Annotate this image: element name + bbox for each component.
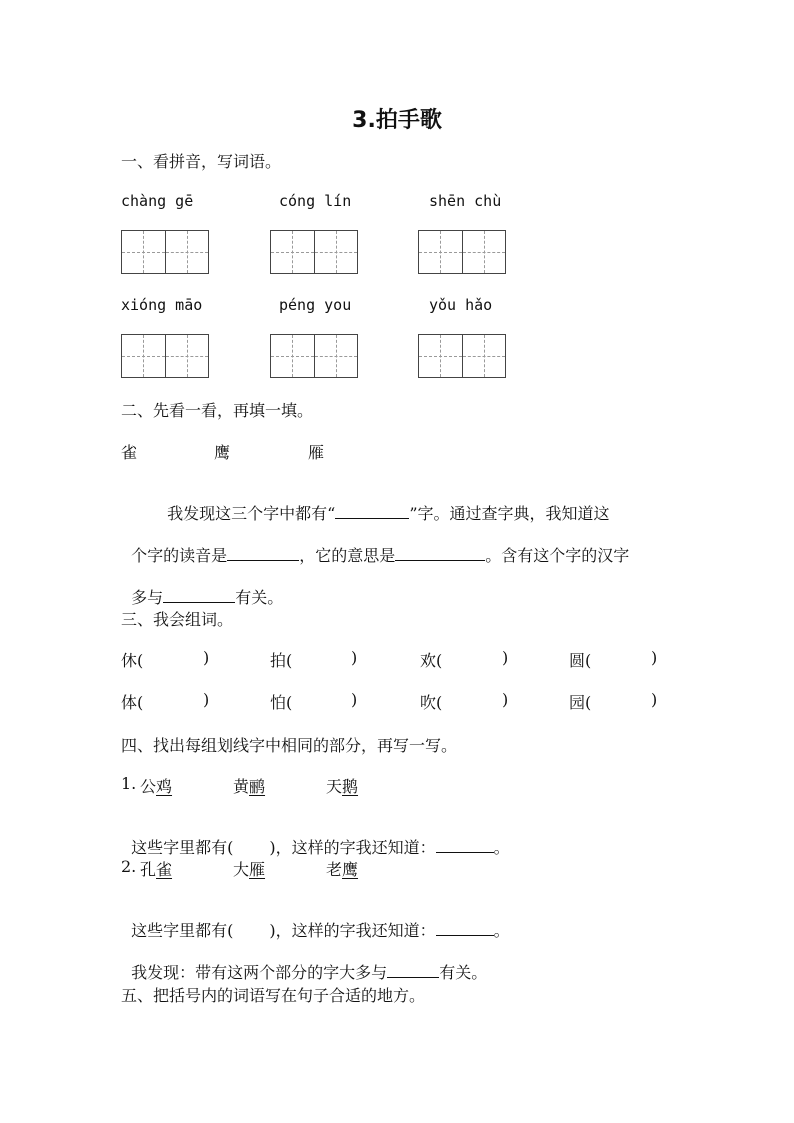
p2-text-c: 。含有这个字的汉字 <box>485 546 630 565</box>
group-2-word-3: 老鹰 <box>326 860 359 879</box>
word-close: ) <box>203 648 210 667</box>
group-2-word-1: 孔雀 <box>140 860 173 879</box>
writing-grid-3[interactable] <box>418 230 506 274</box>
p3-text-a: 多与 <box>131 588 164 607</box>
word-item-xiu[interactable]: 休( <box>121 651 144 670</box>
section-4-heading: 四、找出每组划线字中相同的部分，再写一写。 <box>121 736 458 755</box>
section-1-heading: 一、看拼音，写词语。 <box>121 152 282 171</box>
underlined-char: 鹰 <box>342 860 359 879</box>
underlined-char: 雀 <box>156 860 173 879</box>
p1-text-b: ”字。通过查字典，我知道这 <box>409 504 610 523</box>
blank-example-2[interactable] <box>436 921 494 936</box>
section-2-heading: 二、先看一看，再填一填。 <box>121 401 314 420</box>
pinyin-5: péng you <box>279 296 352 314</box>
word-item-chui[interactable]: 吹( <box>420 693 443 712</box>
group-2-word-2: 大雁 <box>233 860 266 879</box>
group-2-number: 2. <box>121 857 137 876</box>
group-1-question: 这些字里都有( )，这样的字我还知道： 。 <box>131 838 510 857</box>
word-close: ) <box>651 648 658 667</box>
p3-text-b: 有关。 <box>235 588 284 607</box>
word-close: ) <box>351 690 358 709</box>
underlined-char: 鸡 <box>156 777 173 796</box>
page-title: 3.拍手歌 <box>352 108 442 133</box>
section-3-heading: 三、我会组词。 <box>121 610 234 629</box>
group-1-word-2: 黄鹂 <box>233 777 266 796</box>
group-1-word-1: 公鸡 <box>140 777 173 796</box>
p1-text-a: 我发现这三个字中都有“ <box>167 504 336 523</box>
word-item-yuan-round[interactable]: 圆( <box>569 651 592 670</box>
blank-discovery[interactable] <box>387 963 439 978</box>
pinyin-1: chàng gē <box>121 192 194 210</box>
word-close: ) <box>502 648 509 667</box>
pinyin-4: xióng māo <box>121 296 203 314</box>
pinyin-6: yǒu hǎo <box>429 296 493 314</box>
word-item-huan[interactable]: 欢( <box>420 651 443 670</box>
word-item-pai[interactable]: 拍( <box>270 651 293 670</box>
blank-meaning[interactable] <box>395 546 485 561</box>
section-5-heading: 五、把括号内的词语写在句子合适的地方。 <box>121 986 426 1005</box>
word-close: ) <box>502 690 509 709</box>
word-close: ) <box>203 690 210 709</box>
word-close: ) <box>351 648 358 667</box>
underlined-char: 雁 <box>249 860 266 879</box>
group-1-number: 1. <box>121 774 137 793</box>
group-2-question: 这些字里都有( )，这样的字我还知道： 。 <box>131 921 510 940</box>
discovery-line: 我发现：带有这两个部分的字大多与 有关。 <box>131 963 488 982</box>
p2-text-b: ，它的意思是 <box>299 546 396 565</box>
word-item-yuan-garden[interactable]: 园( <box>569 693 592 712</box>
writing-grid-6[interactable] <box>418 334 506 378</box>
group-1-word-3: 天鹅 <box>326 777 359 796</box>
paragraph-line-2 <box>121 524 629 566</box>
word-item-pa[interactable]: 怕( <box>270 693 293 712</box>
blank-example-1[interactable] <box>436 838 494 853</box>
blank-related[interactable] <box>163 588 235 603</box>
writing-grid-4[interactable] <box>121 334 209 378</box>
paragraph-line-1 <box>157 482 610 524</box>
word-item-ti[interactable]: 体( <box>121 693 144 712</box>
char-yan: 雁 <box>308 443 325 462</box>
paragraph-line-3 <box>121 566 283 608</box>
word-close: ) <box>651 690 658 709</box>
pinyin-3: shēn chù <box>429 192 502 210</box>
char-ying: 鹰 <box>214 443 231 462</box>
blank-radical[interactable] <box>335 504 409 519</box>
writing-grid-2[interactable] <box>270 230 358 274</box>
underlined-char: 鹂 <box>249 777 266 796</box>
blank-pronunciation[interactable] <box>227 546 299 561</box>
writing-grid-5[interactable] <box>270 334 358 378</box>
pinyin-2: cóng lín <box>279 192 352 210</box>
writing-grid-1[interactable] <box>121 230 209 274</box>
p2-text-a: 个字的读音是 <box>131 546 228 565</box>
underlined-char: 鹅 <box>342 777 359 796</box>
char-que: 雀 <box>121 443 138 462</box>
